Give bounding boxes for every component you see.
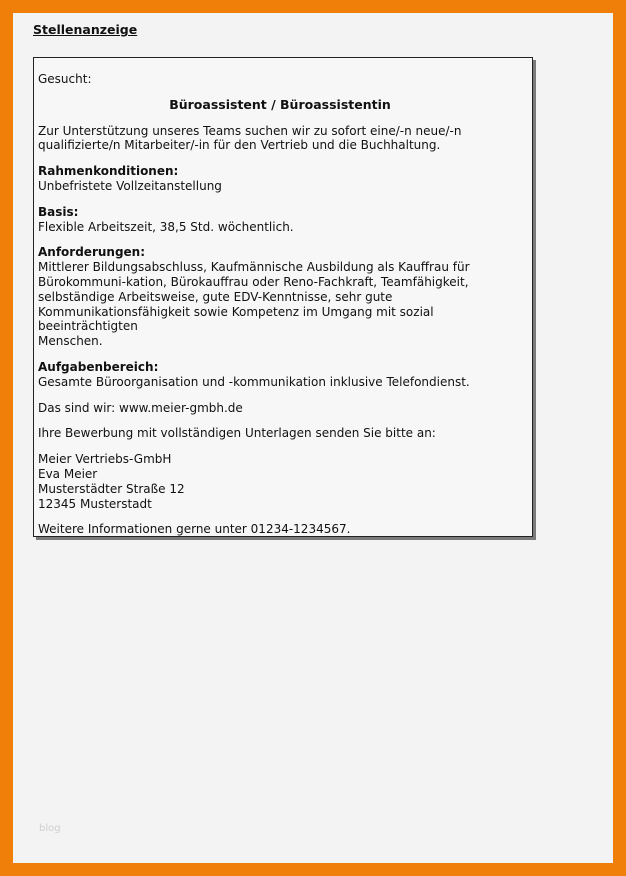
intro-line: qualifizierte/n Mitarbeiter/-in für den Vertrieb und die Buchhaltung.	[38, 138, 441, 153]
more-info-line: Weitere Informationen gerne unter 01234-1234567.	[38, 522, 351, 537]
tasks-section	[38, 360, 532, 390]
address-block	[38, 452, 532, 511]
searched-label: Gesucht:	[38, 72, 92, 86]
requirements-line: Mittlerer Bildungsabschluss, Kaufmännische Ausbildung als Kauffrau für	[38, 260, 470, 275]
basis-text: Flexible Arbeitszeit, 38,5 Std. wöchentlich.	[38, 219, 294, 234]
basis-section	[38, 205, 532, 235]
framework-label: Rahmenkonditionen:	[38, 164, 179, 179]
address-line: 12345 Musterstadt	[38, 496, 152, 511]
requirements-label: Anforderungen:	[38, 245, 146, 260]
address-line: Musterstädter Straße 12	[38, 481, 185, 496]
address-line: Eva Meier	[38, 466, 98, 481]
watermark-text: blog	[39, 823, 61, 834]
tasks-label: Aufgabenbereich:	[38, 359, 159, 374]
requirements-line: selbständige Arbeitsweise, gute EDV-Kenntnisse, sehr gute	[38, 289, 393, 304]
intro-paragraph	[38, 124, 532, 154]
basis-label: Basis:	[38, 204, 79, 219]
page-title: Stellenanzeige	[33, 22, 138, 37]
job-title: Büroassistent / Büroassistentin	[169, 96, 391, 112]
website-line: Das sind wir: www.meier-gmbh.de	[38, 400, 243, 415]
requirements-line: Menschen.	[38, 334, 103, 349]
apply-text: Ihre Bewerbung mit vollständigen Unterlagen senden Sie bitte an:	[38, 426, 436, 441]
framework-section	[38, 164, 532, 194]
intro-line: Zur Unterstützung unseres Teams suchen wir zu sofort eine/-n neue/-n	[38, 123, 462, 138]
tasks-text: Gesamte Büroorganisation und -kommunikation inklusive Telefondienst.	[38, 374, 470, 389]
framework-text: Unbefristete Vollzeitanstellung	[38, 178, 222, 193]
requirements-line: Kommunikationsfähigkeit sowie Kompetenz im Umgang mit sozial beeinträchtigten	[38, 304, 434, 334]
requirements-section	[38, 245, 532, 349]
document-page	[13, 13, 613, 863]
requirements-line: Bürokommuni-kation, Bürokauffrau oder Reno-Fachkraft, Teamfähigkeit,	[38, 274, 469, 289]
address-line: Meier Vertriebs-GmbH	[38, 452, 172, 467]
job-ad-box	[33, 57, 533, 537]
